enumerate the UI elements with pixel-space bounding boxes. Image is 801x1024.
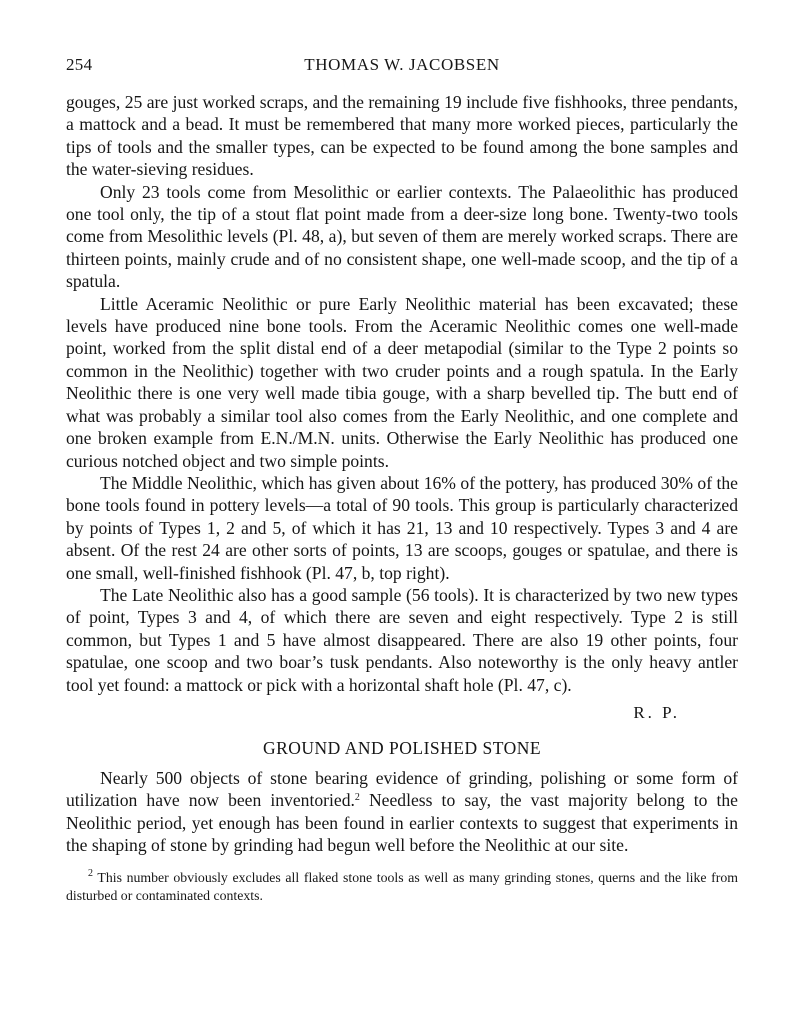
footnote <box>66 869 738 905</box>
footnote-text: This number obviously excludes all flaked stone tools as well as many grinding stones, querns and the like from disturbed or contaminated contexts. <box>66 869 738 903</box>
running-title: THOMAS W. JACOBSEN <box>304 55 500 74</box>
paragraph-ground-stone-part-2: Needless to say, the vast majority belong to the Neolithic period, yet enough has been found in earlier contexts to suggest that experiments in the shaping of stone by grinding had begun well before the Neolithic at our site. <box>66 790 738 856</box>
page <box>66 55 738 905</box>
paragraph-middle-neolithic: The Middle Neolithic, which has given about 16% of the pottery, has produced 30% of the bone tools found in pottery levels—a total of 90 tools. This group is particularly characterized by points of Types 1, 2 and 5, of which it has 21, 13 and 10 respectively. Types 3 and 4 are absent. Of the rest 24 are other sorts of points, 13 are scoops, gouges or spatulae, and there is one small, well-finished fishhook (Pl. 47, b, top right). <box>66 472 738 583</box>
paragraph-early-neolithic: Little Aceramic Neolithic or pure Early Neolithic material has been excavated; these levels have produced nine bone tools. From the Aceramic Neolithic comes one well-made point, worked from the split distal end of a deer metapodial (similar to the Type 2 points so common in the Neolithic) together with two cruder points and a rough spatula. In the Early Neolithic there is one very well made tibia gouge, with a sharp bevelled tip. The butt end of what was probably a similar tool also comes from the Early Neolithic, and one complete and one broken example from E.N./M.N. units. Otherwise the Early Neolithic has produced one curious notched object and two simple points. <box>66 293 738 471</box>
footnote-marker: 2 <box>88 867 93 879</box>
body-text <box>66 91 738 857</box>
running-head <box>66 55 738 81</box>
paragraph-late-neolithic: The Late Neolithic also has a good sample (56 tools). It is characterized by two new types of point, Types 3 and 4, of which there are seven and eight respectively. Type 2 is still common, but Types 1 and 5 have almost disappeared. There are also 19 other points, four spatulae, one scoop and two boar’s tusk pendants. Also noteworthy is the only heavy antler tool yet found: a mattock or pick with a horizontal shaft hole (Pl. 47, c). <box>66 584 738 695</box>
paragraph-ground-stone-part-1: Nearly 500 objects of stone bearing evidence of grinding, polishing or some form of utilization have now been inventoried. <box>66 767 738 811</box>
footnote-reference[interactable]: 2 <box>354 792 360 804</box>
paragraph-ground-stone <box>66 767 738 857</box>
paragraph-continuation: gouges, 25 are just worked scraps, and the remaining 19 include five fishhooks, three pendants, a mattock and a bead. It must be remembered that many more worked pieces, particularly the tips of tools and the smaller types, can be expected to be found among the bone samples and the water-sieving residues. <box>66 92 738 180</box>
paragraph-mesolithic: Only 23 tools come from Mesolithic or earlier contexts. The Palaeolithic has produced one tool only, the tip of a stout flat point made from a deer-size long bone. Twenty-two tools come from Mesolithic levels (Pl. 48, a), but seven of them are merely worked scraps. There are thirteen points, mainly crude and of no consistent shape, one well-made scoop, and the tip of a spatula. <box>66 181 738 292</box>
page-number: 254 <box>66 55 93 74</box>
section-heading: GROUND AND POLISHED STONE <box>262 737 542 758</box>
author-initials: R. P. <box>633 702 680 722</box>
